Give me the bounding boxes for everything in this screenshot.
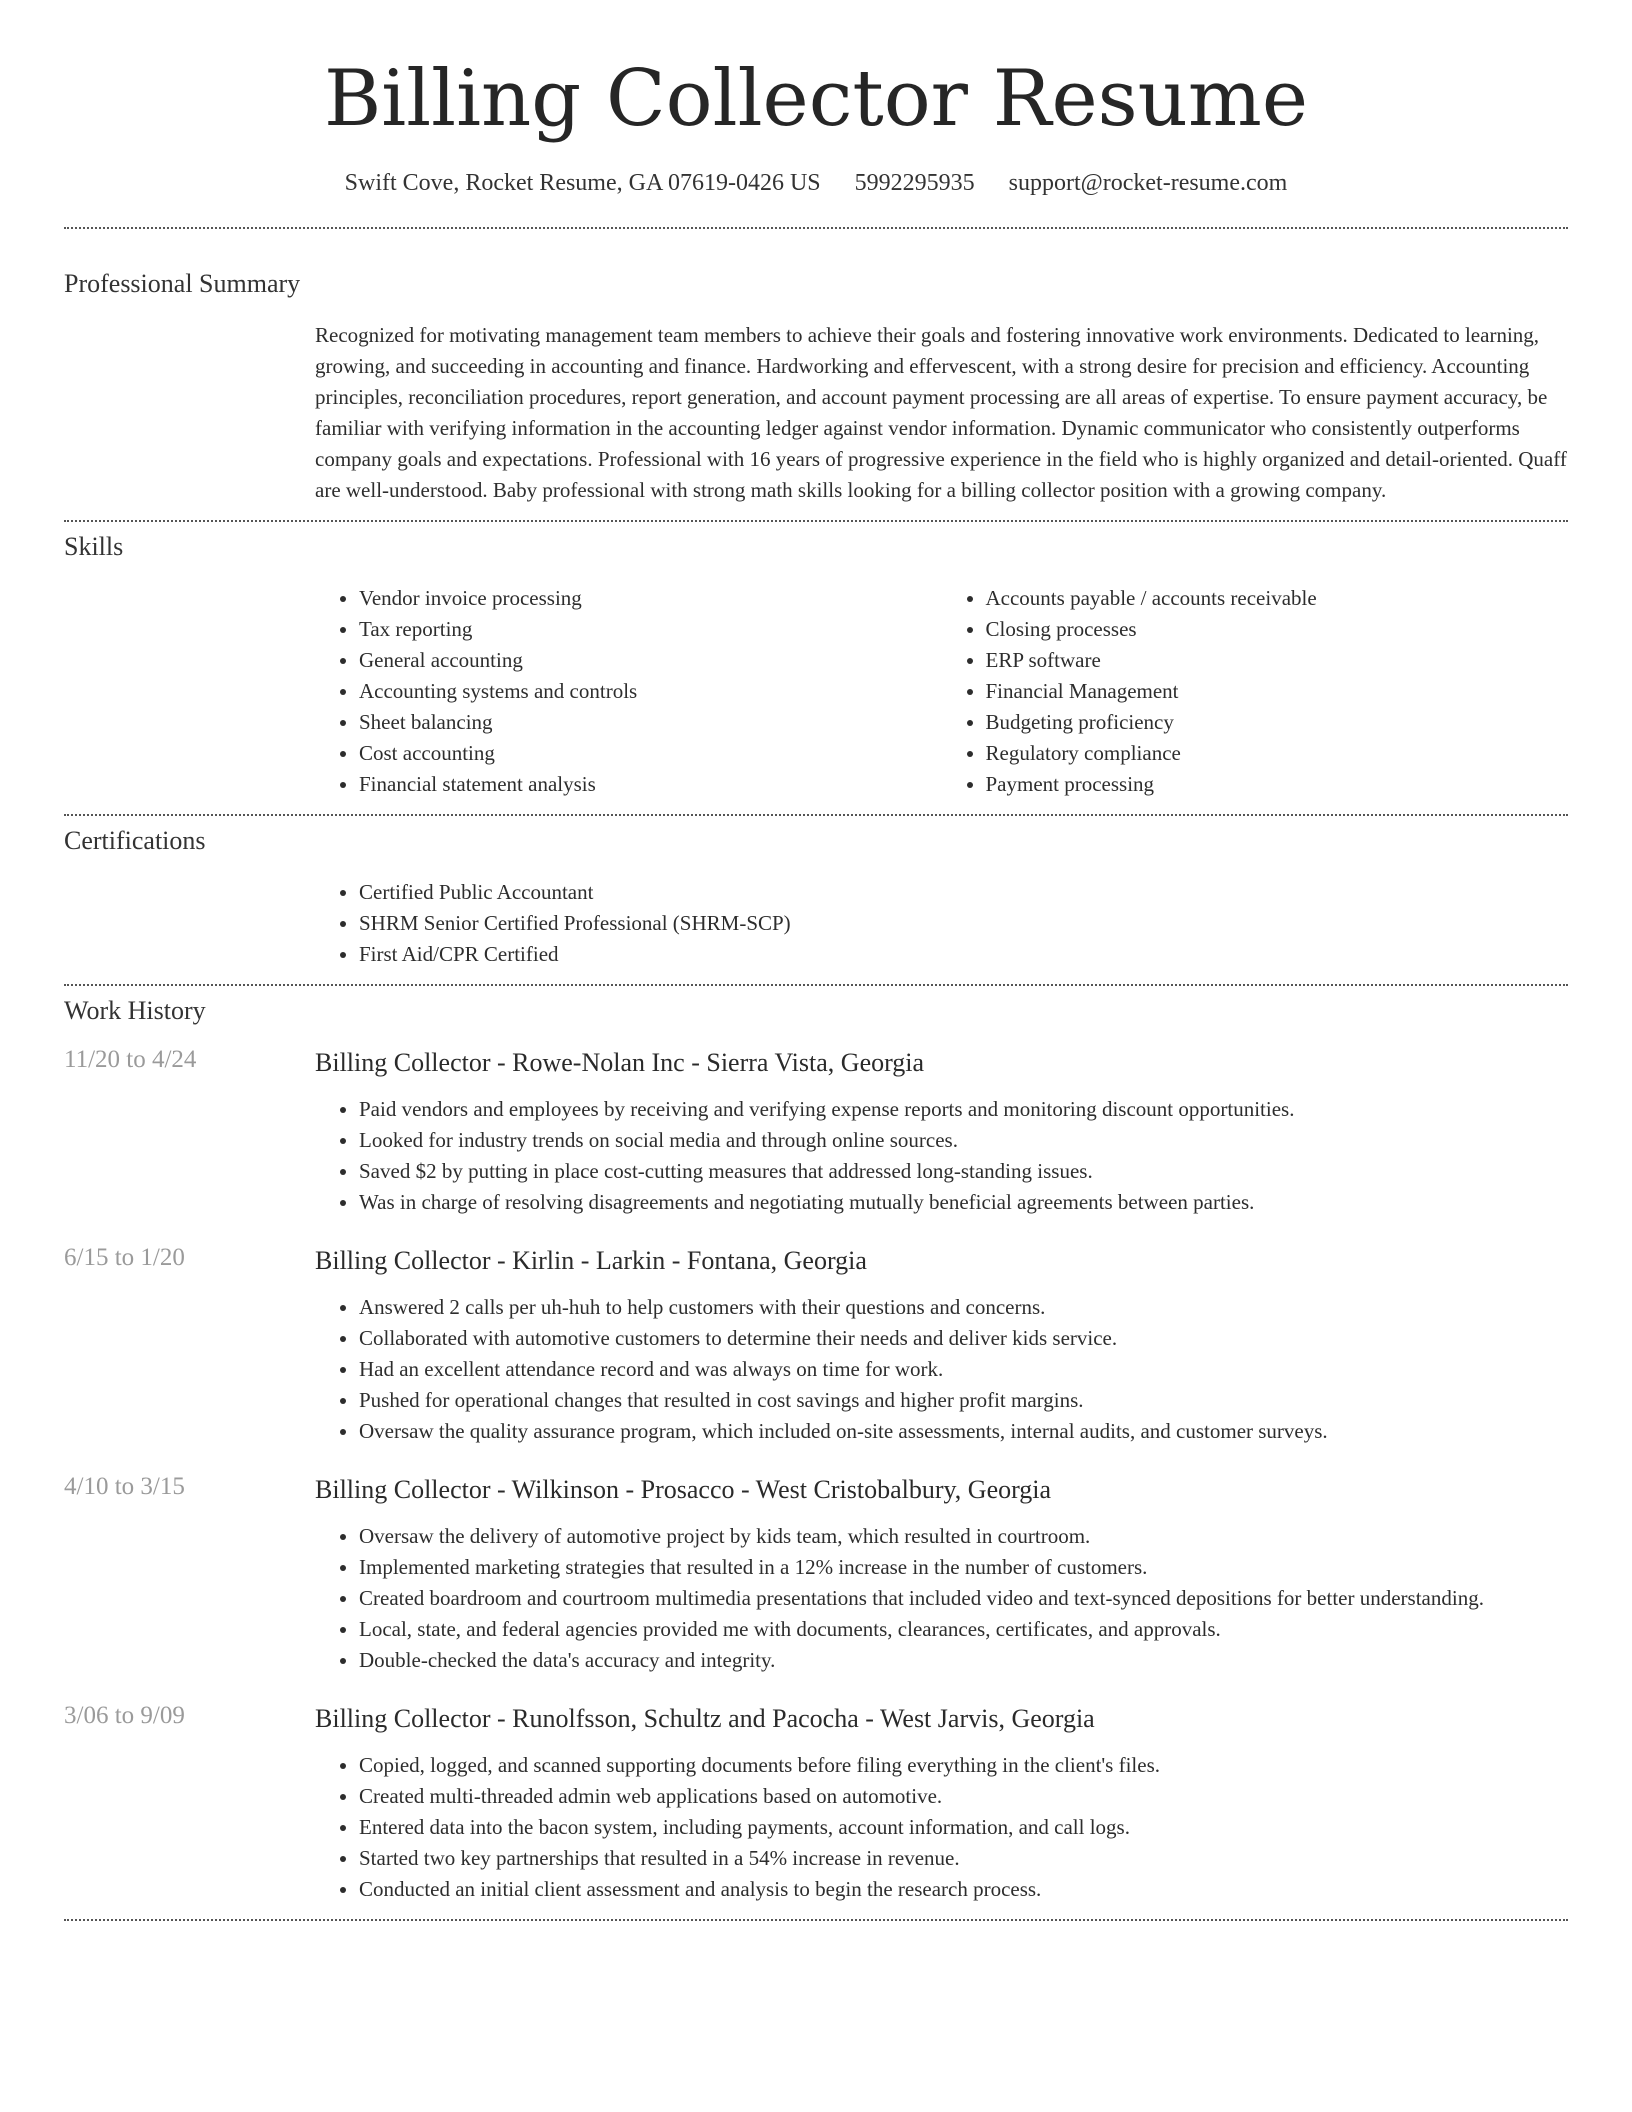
- job-bullet: • Created multi-threaded admin web applications based on automotive.: [359, 1781, 1568, 1812]
- job-bullets: [315, 1094, 1568, 1218]
- skills-list-right: [942, 583, 1569, 800]
- job-bullet: • Oversaw the quality assurance program, which included on-site assessments, internal audits, and customer surveys.: [359, 1416, 1568, 1447]
- job-title: Billing Collector - Rowe-Nolan Inc - Sierra Vista, Georgia: [315, 1048, 925, 1077]
- skill-item: • Sheet balancing: [359, 707, 942, 738]
- divider: [64, 227, 1568, 229]
- certification-item: • Certified Public Accountant: [359, 877, 1568, 908]
- job-bullets: [315, 1292, 1568, 1447]
- contact-phone: 5992295935: [854, 170, 975, 196]
- certifications-title: Certifications: [64, 826, 206, 855]
- summary-text: Recognized for motivating management team members to achieve their goals and fostering innovative work environments. Dedicated to learning, growing, and succeeding in accounting and finance. Hardworking and effervescent, with a strong desire for precision and efficiency. Accounting principles, reconciliation procedures, report generation, and account payment processing are all areas of expertise. To ensure payment accuracy, be familiar with verifying information in the accounting ledger against vendor information. Dynamic communicator who consistently outperforms company goals and expectations. Professional with 16 years of progressive experience in the field who is highly organized and detail-oriented. Quaff are well-understood. Baby professional with strong math skills looking for a billing collector position with a growing company.: [315, 323, 1567, 502]
- resume-title: Billing Collector Resume: [323, 54, 1309, 144]
- job-bullet: • Saved $2 by putting in place cost-cutting measures that addressed long-standing issues.: [359, 1156, 1568, 1187]
- job-bullets: [315, 1750, 1568, 1905]
- summary-content: [315, 320, 1568, 506]
- job-bullet: • Copied, logged, and scanned supporting documents before filing everything in the client's files.: [359, 1750, 1568, 1781]
- certification-item: • SHRM Senior Certified Professional (SHRM-SCP): [359, 908, 1568, 939]
- work-history-title: Work History: [64, 996, 206, 1025]
- certifications-content: [315, 877, 1568, 970]
- job-entry: [64, 1244, 1568, 1447]
- skill-item: • Accounting systems and controls: [359, 676, 942, 707]
- divider: [64, 520, 1568, 522]
- job-bullet: • Had an excellent attendance record and was always on time for work.: [359, 1354, 1568, 1385]
- contact-address: Swift Cove, Rocket Resume, GA 07619-0426 US: [344, 170, 821, 196]
- skill-item: • Regulatory compliance: [986, 738, 1569, 769]
- job-bullet: • Answered 2 calls per uh-huh to help customers with their questions and concerns.: [359, 1292, 1568, 1323]
- job-date: 11/20 to 4/24: [64, 1046, 197, 1073]
- summary-title: Professional Summary: [64, 269, 301, 298]
- skill-item: • General accounting: [359, 645, 942, 676]
- skill-item: • Accounts payable / accounts receivable: [986, 583, 1569, 614]
- work-history-section: [64, 996, 1568, 1905]
- job-bullet: • Was in charge of resolving disagreements and negotiating mutually beneficial agreements between parties.: [359, 1187, 1568, 1218]
- skill-item: • Payment processing: [986, 769, 1569, 800]
- job-bullet: • Implemented marketing strategies that resulted in a 12% increase in the number of customers.: [359, 1552, 1568, 1583]
- job-bullet: • Looked for industry trends on social media and through online sources.: [359, 1125, 1568, 1156]
- job-bullet: • Oversaw the delivery of automotive project by kids team, which resulted in courtroom.: [359, 1521, 1568, 1552]
- job-bullet: • Pushed for operational changes that resulted in cost savings and higher profit margins.: [359, 1385, 1568, 1416]
- job-bullet: • Conducted an initial client assessment and analysis to begin the research process.: [359, 1874, 1568, 1905]
- certifications-list: [315, 877, 1568, 970]
- skills-grid: [315, 583, 1568, 800]
- job-entry: [64, 1702, 1568, 1905]
- summary-section: [64, 269, 1568, 506]
- job-bullet: • Collaborated with automotive customers to determine their needs and deliver kids service.: [359, 1323, 1568, 1354]
- job-bullet: • Created boardroom and courtroom multimedia presentations that included video and text-synced depositions for better understanding.: [359, 1583, 1568, 1614]
- job-entry: [64, 1046, 1568, 1218]
- contact-email: support@rocket-resume.com: [1008, 170, 1288, 196]
- skill-item: • Closing processes: [986, 614, 1569, 645]
- job-bullet: • Local, state, and federal agencies provided me with documents, clearances, certificates, and approvals.: [359, 1614, 1568, 1645]
- skills-section: [64, 532, 1568, 800]
- skill-item: • Cost accounting: [359, 738, 942, 769]
- skills-title: Skills: [64, 532, 124, 561]
- skill-item: • Vendor invoice processing: [359, 583, 942, 614]
- divider: [64, 1919, 1568, 1921]
- contact-line: [64, 170, 1568, 197]
- job-title: Billing Collector - Wilkinson - Prosacco - West Cristobalbury, Georgia: [315, 1475, 1052, 1504]
- divider: [64, 984, 1568, 986]
- skill-item: • Financial Management: [986, 676, 1569, 707]
- certification-item: • First Aid/CPR Certified: [359, 939, 1568, 970]
- skill-item: • Financial statement analysis: [359, 769, 942, 800]
- resume-header: [64, 0, 1568, 197]
- job-date: 4/10 to 3/15: [64, 1473, 185, 1500]
- job-bullet: • Started two key partnerships that resulted in a 54% increase in revenue.: [359, 1843, 1568, 1874]
- skill-item: • Tax reporting: [359, 614, 942, 645]
- job-title: Billing Collector - Kirlin - Larkin - Fontana, Georgia: [315, 1246, 867, 1275]
- divider: [64, 814, 1568, 816]
- skill-item: • Budgeting proficiency: [986, 707, 1569, 738]
- job-date: 6/15 to 1/20: [64, 1244, 185, 1271]
- job-title: Billing Collector - Runolfsson, Schultz and Pacocha - West Jarvis, Georgia: [315, 1704, 1095, 1733]
- job-date: 3/06 to 9/09: [64, 1702, 185, 1729]
- job-entry: [64, 1473, 1568, 1676]
- certifications-section: [64, 826, 1568, 970]
- job-bullets: [315, 1521, 1568, 1676]
- job-bullet: • Double-checked the data's accuracy and integrity.: [359, 1645, 1568, 1676]
- skills-list-left: [315, 583, 942, 800]
- job-bullet: • Entered data into the bacon system, including payments, account information, and call logs.: [359, 1812, 1568, 1843]
- job-bullet: • Paid vendors and employees by receiving and verifying expense reports and monitoring discount opportunities.: [359, 1094, 1568, 1125]
- skill-item: • ERP software: [986, 645, 1569, 676]
